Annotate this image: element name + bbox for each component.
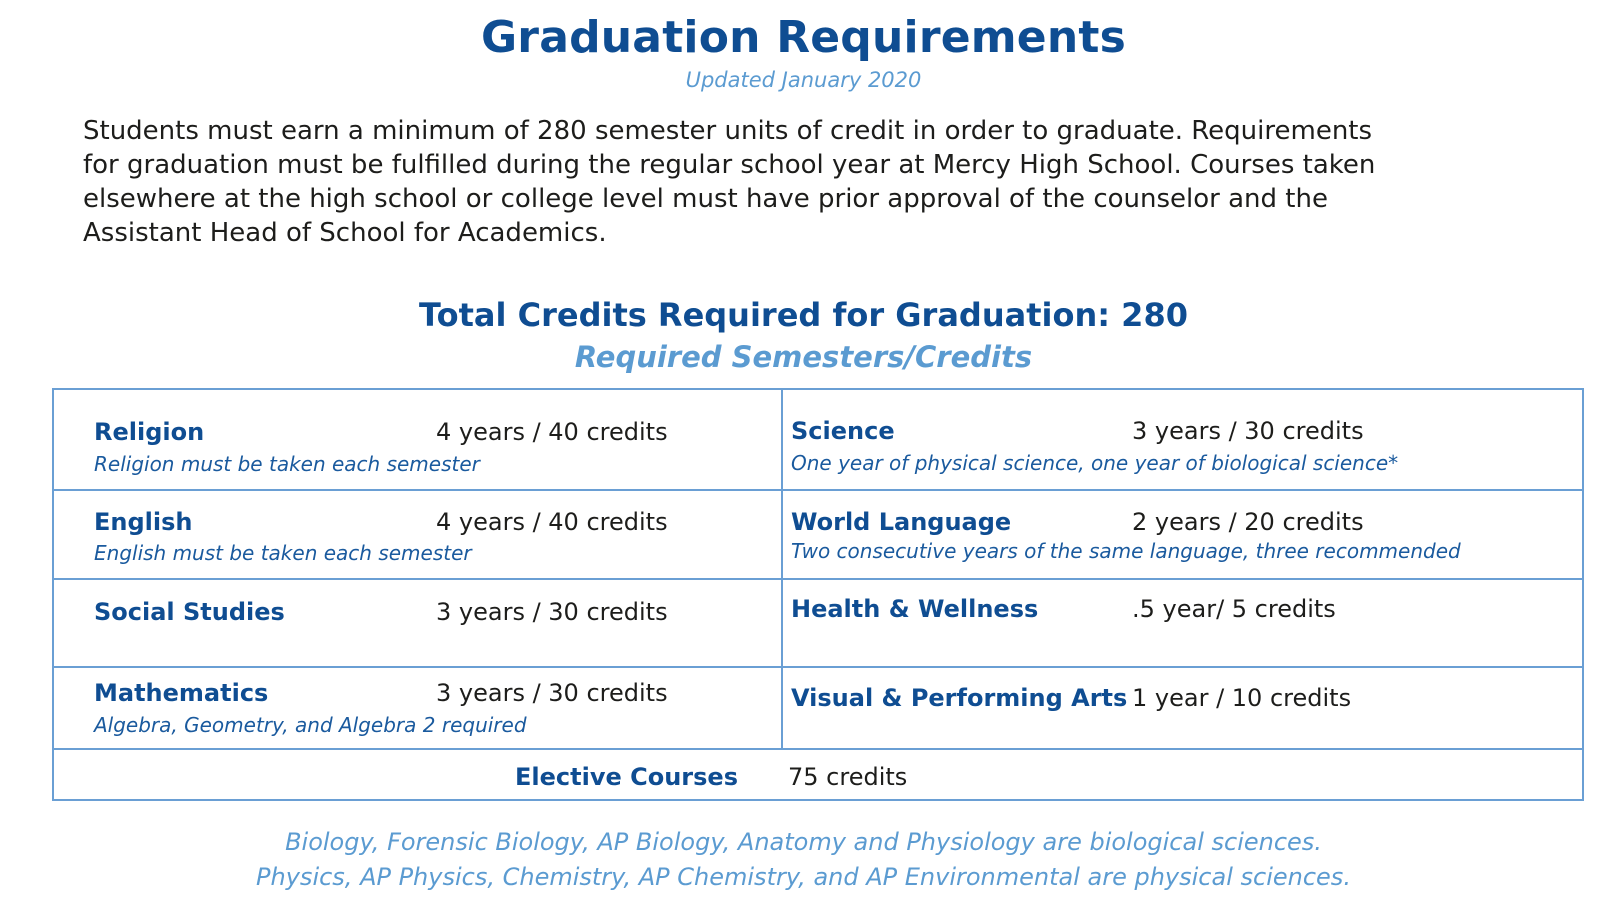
subject-note: Religion must be taken each semester [94,452,480,476]
subject-note: One year of physical science, one year of biological science* [791,451,1399,475]
subject-credits: 3 years / 30 credits [436,598,668,626]
intro-paragraph [83,114,1543,250]
subject-name: Visual & Performing Arts [791,684,1128,712]
total-credits-heading: Total Credits Required for Graduation: 280 [419,296,1188,334]
row-divider [54,489,1582,491]
footnote-physical: Physics, AP Physics, Chemistry, AP Chemistry, and AP Environmental are physical sciences. [256,863,1351,891]
subject-name: World Language [791,508,1012,536]
row-divider [54,748,1582,750]
intro-line: Students must earn a minimum of 280 semester units of credit in order to graduate. Requirements [83,116,1373,146]
subject-name: Social Studies [94,598,285,626]
subject-name: Health & Wellness [791,595,1039,623]
subject-credits: 75 credits [788,763,908,791]
subject-credits: 4 years / 40 credits [436,418,668,446]
intro-line: for graduation must be fulfilled during the regular school year at Mercy High School. Courses taken [83,150,1376,180]
subject-name: Religion [94,418,205,446]
footnote-biological: Biology, Forensic Biology, AP Biology, Anatomy and Physiology are biological sciences. [285,828,1322,856]
subject-credits: 1 year / 10 credits [1132,684,1352,712]
row-divider [54,666,1582,668]
intro-line: elsewhere at the high school or college level must have prior approval of the counselor and the [83,184,1328,214]
updated-date: Updated January 2020 [685,68,922,92]
row-divider [54,578,1582,580]
subject-credits: .5 year/ 5 credits [1132,595,1336,623]
intro-line: Assistant Head of School for Academics. [83,218,607,248]
subject-credits: 4 years / 40 credits [436,508,668,536]
requirements-table [52,388,1584,801]
subject-note: Algebra, Geometry, and Algebra 2 required [94,713,527,737]
subject-name: Mathematics [94,679,269,707]
subject-credits: 3 years / 30 credits [436,679,668,707]
subject-credits: 2 years / 20 credits [1132,508,1364,536]
required-subtitle: Required Semesters/Credits [574,340,1033,374]
subject-note: Two consecutive years of the same language, three recommended [791,539,1461,563]
subject-name: Elective Courses [515,763,738,791]
subject-name: English [94,508,193,536]
column-divider [781,390,783,750]
subject-note: English must be taken each semester [94,541,472,565]
subject-credits: 3 years / 30 credits [1132,417,1364,445]
page-title: Graduation Requirements [480,12,1126,63]
subject-name: Science [791,417,895,445]
